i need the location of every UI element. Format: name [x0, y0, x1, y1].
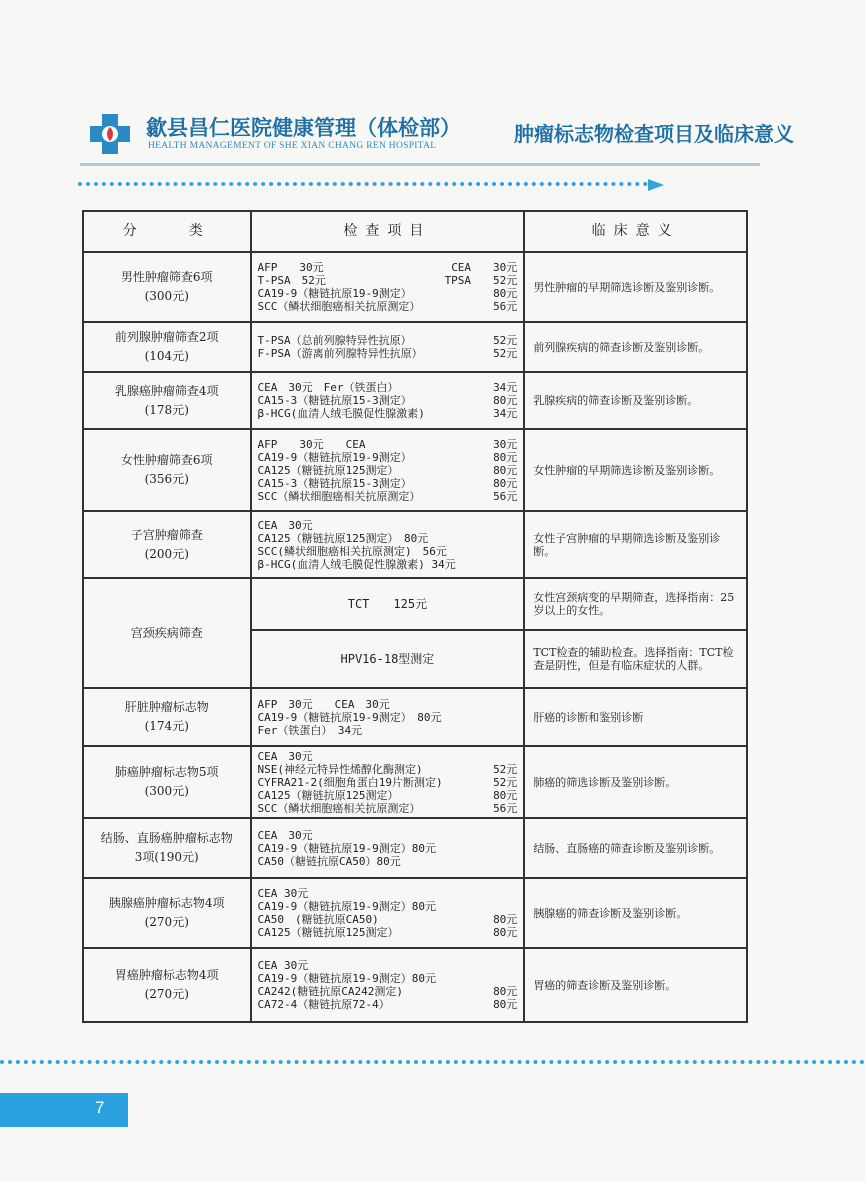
item-name: CA15-3（糖链抗原15-3测定）: [257, 394, 412, 407]
header-meaning: 临床意义: [524, 211, 747, 252]
row-category: [83, 746, 251, 818]
item-line: [258, 381, 518, 394]
item-name: CEA 30元 Fer（铁蛋白）: [257, 381, 399, 394]
item-line: [258, 789, 518, 802]
category-name: 男性肿瘤筛查6项: [120, 270, 213, 284]
item-name: CA19-9（糖链抗原19-9测定）: [257, 287, 412, 300]
item-name: CA19-9（糖链抗原19-9测定）80元: [257, 841, 436, 855]
item-name: T-PSA（总前列腺特异性抗原）: [257, 334, 412, 347]
item-name: CA19-9（糖链抗原19-9测定）80元: [257, 900, 436, 913]
row-meaning: 前列腺疾病的筛查诊断及鉴别诊断。: [524, 322, 747, 372]
item-line: [258, 287, 518, 300]
table-row: [83, 578, 747, 630]
item-line: [258, 887, 518, 900]
row-items: [251, 878, 525, 948]
item-price: 80元: [493, 985, 518, 998]
item-name: AFP 30元: [257, 261, 324, 274]
item-name: CA125（糖链抗原125测定）: [257, 463, 399, 477]
item-price: TPSA 52元: [444, 274, 518, 287]
page-tab: [0, 1093, 128, 1127]
category-name: 女性肿瘤筛查6项: [120, 453, 213, 467]
item-line: [258, 842, 518, 855]
item-line: [258, 750, 518, 763]
item-line: [258, 274, 518, 287]
category-price: (300元): [144, 289, 189, 303]
item-line: [258, 477, 518, 490]
category-price: (300元): [144, 784, 189, 798]
table-row: [83, 948, 747, 1022]
item-price: 52元: [493, 775, 518, 789]
item-line: [258, 300, 518, 313]
item-name: NSE(神经元特异性烯醇化酶测定): [257, 762, 423, 776]
item-name: T-PSA 52元: [257, 274, 326, 287]
item-name: AFP 30元 CEA: [257, 437, 366, 451]
item-line: [258, 394, 518, 407]
table-row: [83, 878, 747, 948]
item-name: CEA 30元: [257, 887, 309, 900]
item-price: 80元: [493, 394, 518, 407]
item-line: [258, 776, 518, 789]
item-name: CA242(糖链抗原CA242测定): [257, 985, 403, 998]
item-line: [258, 985, 518, 998]
item-price: 56元: [493, 300, 518, 313]
item-line: [258, 451, 518, 464]
item-line: [258, 545, 518, 558]
category-name: 子宫肿瘤筛查: [130, 527, 203, 542]
header-category: 分 类: [83, 211, 251, 252]
item-name: CA50（糖链抗原CA50）80元: [257, 854, 401, 868]
item-price: 52元: [493, 347, 518, 360]
item-line: TCT 125元: [347, 596, 428, 611]
item-price: CEA 30元: [451, 261, 518, 274]
item-name: CEA 30元: [257, 828, 313, 842]
row-items: [251, 818, 525, 878]
row-category: [83, 688, 251, 746]
row-meaning: 男性肿瘤的早期筛选诊断及鉴别诊断。: [524, 252, 747, 322]
item-name: CA19-9（糖链抗原19-9测定） 80元: [257, 710, 442, 724]
item-name: CA19-9（糖链抗原19-9测定）80元: [257, 972, 436, 985]
item-line: [258, 724, 518, 737]
item-price: 56元: [493, 489, 518, 503]
item-price: 34元: [493, 381, 518, 394]
row-meaning: 女性宫颈病变的早期筛查，选择指南：25岁以上的女性。: [524, 578, 747, 630]
category-price: (104元): [144, 349, 189, 363]
item-line: [258, 698, 518, 711]
page-number: 7: [95, 1098, 105, 1117]
item-price: 80元: [493, 463, 518, 477]
category-name: 宫颈疾病筛查: [130, 625, 203, 640]
row-meaning: 肺癌的筛选诊断及鉴别诊断。: [524, 746, 747, 818]
item-price: 80元: [493, 998, 518, 1011]
row-items: [251, 578, 525, 630]
item-line: [258, 763, 518, 776]
item-name: β-HCG(血清人绒毛膜促性腺激素): [257, 407, 425, 420]
row-items: [251, 511, 525, 578]
table-row: [83, 322, 747, 372]
row-items: [251, 252, 525, 322]
item-line: [258, 334, 518, 347]
category-name: 前列腺肿瘤筛查2项: [114, 330, 219, 344]
arrow-right-icon: [648, 179, 664, 191]
document-title: 肿瘤标志物检查项目及临床意义: [514, 122, 794, 146]
item-name: SCC（鳞状细胞癌相关抗原测定）: [257, 801, 421, 815]
row-category: [83, 429, 251, 511]
item-price: 52元: [493, 334, 518, 347]
item-name: AFP 30元 CEA 30元: [257, 697, 390, 711]
row-category: [83, 511, 251, 578]
item-line: [258, 900, 518, 913]
item-price: 30元: [493, 437, 518, 451]
item-price: 80元: [493, 476, 518, 490]
item-line: [258, 855, 518, 868]
item-line: [258, 519, 518, 532]
category-price: (200元): [144, 546, 189, 561]
org-name-en: HEALTH MANAGEMENT OF SHE XIAN CHANG REN HOSPITAL: [148, 141, 437, 151]
item-name: Fer（铁蛋白） 34元: [257, 723, 363, 737]
item-line: [258, 532, 518, 545]
item-line: [258, 464, 518, 477]
category-name: 乳腺癌肿瘤筛查4项: [114, 383, 219, 398]
item-line: [258, 261, 518, 274]
item-name: CA19-9（糖链抗原19-9测定）: [257, 450, 412, 464]
item-line: [258, 407, 518, 420]
item-line: [258, 926, 518, 939]
category-price: (178元): [144, 402, 189, 417]
item-line: [258, 913, 518, 926]
item-name: CEA 30元: [257, 959, 309, 972]
row-items: [251, 322, 525, 372]
item-line: [258, 802, 518, 815]
category-price: (270元): [144, 987, 189, 1001]
item-price: 52元: [493, 762, 518, 776]
tumor-marker-table: [82, 210, 748, 1023]
item-line: [258, 711, 518, 724]
row-category: [83, 878, 251, 948]
row-items: [251, 630, 525, 688]
item-line: [258, 490, 518, 503]
category-price: (174元): [144, 719, 189, 733]
row-category: [83, 372, 251, 429]
table-row: [83, 688, 747, 746]
item-line: [258, 558, 518, 571]
item-name: F-PSA（游离前列腺特异性抗原）: [257, 347, 423, 360]
category-name: 结肠、直肠癌肿瘤标志物: [100, 831, 233, 845]
item-line: [258, 438, 518, 451]
item-line: HPV16-18型测定: [340, 651, 435, 666]
org-name-zh: 歙县昌仁医院健康管理（体检部）: [146, 116, 461, 140]
item-price: 80元: [493, 926, 518, 939]
item-name: CA72-4（糖链抗原72-4）: [257, 998, 390, 1011]
row-category: [83, 578, 251, 688]
table-row: [83, 818, 747, 878]
row-category: [83, 818, 251, 878]
item-line: [258, 972, 518, 985]
row-meaning: 胃癌的筛查诊断及鉴别诊断。: [524, 948, 747, 1022]
category-name: 肺癌肿瘤标志物5项: [114, 765, 219, 779]
item-name: CEA 30元: [257, 518, 313, 532]
row-meaning: TCT检查的辅助检查。选择指南：TCT检查是阴性，但是有临床症状的人群。: [524, 630, 747, 688]
category-name: 胰腺癌肿瘤标志物4项: [108, 896, 225, 910]
row-meaning: 女性肿瘤的早期筛选诊断及鉴别诊断。: [524, 429, 747, 511]
category-price: 3项(190元): [134, 850, 199, 864]
row-items: [251, 948, 525, 1022]
item-line: [258, 347, 518, 360]
row-meaning: 胰腺癌的筛查诊断及鉴别诊断。: [524, 878, 747, 948]
table-row: [83, 372, 747, 429]
row-items: [251, 429, 525, 511]
row-category: [83, 252, 251, 322]
item-name: CA125（糖链抗原125测定） 80元: [257, 531, 429, 545]
item-name: CA50 (糖链抗原CA50): [257, 913, 379, 926]
item-line: [258, 829, 518, 842]
table-header-row: [83, 211, 747, 252]
item-name: SCC（鳞状细胞癌相关抗原测定）: [257, 489, 421, 503]
row-items: [251, 746, 525, 818]
table-row: [83, 252, 747, 322]
table-row: [83, 511, 747, 578]
category-price: (356元): [144, 472, 189, 486]
item-name: CYFRA21-2(细胞角蛋白19片断测定): [257, 775, 443, 789]
item-name: SCC（鳞状细胞癌相关抗原测定）: [257, 300, 421, 313]
item-price: 80元: [493, 287, 518, 300]
item-price: 34元: [493, 407, 518, 420]
item-name: CA125（糖链抗原125测定）: [257, 788, 399, 802]
dotted-divider-bottom: [0, 1060, 865, 1064]
item-line: [258, 998, 518, 1011]
row-category: [83, 322, 251, 372]
item-name: CA15-3（糖链抗原15-3测定）: [257, 476, 412, 490]
header-items: 检查项目: [251, 211, 525, 252]
table-row: [83, 746, 747, 818]
item-name: CEA 30元: [257, 749, 313, 763]
row-items: [251, 688, 525, 746]
hospital-cross-logo-icon: [88, 112, 132, 156]
item-price: 56元: [493, 801, 518, 815]
item-name: CA125（糖链抗原125测定）: [257, 926, 399, 939]
item-name: SCC(鳞状细胞癌相关抗原测定) 56元: [257, 544, 447, 558]
category-name: 胃癌肿瘤标志物4项: [114, 968, 219, 982]
row-meaning: 女性子宫肿瘤的早期筛选诊断及鉴别诊断。: [524, 511, 747, 578]
item-price: 80元: [493, 450, 518, 464]
row-category: [83, 948, 251, 1022]
row-meaning: 肝癌的诊断和鉴别诊断: [524, 688, 747, 746]
category-name: 肝脏肿瘤标志物: [124, 700, 209, 714]
table-row: [83, 429, 747, 511]
row-meaning: 结肠、直肠癌的筛查诊断及鉴别诊断。: [524, 818, 747, 878]
item-line: [258, 959, 518, 972]
page-header: [88, 108, 794, 158]
header-divider: [80, 163, 760, 166]
item-price: 80元: [493, 913, 518, 926]
item-name: β-HCG(血清人绒毛膜促性腺激素) 34元: [257, 557, 456, 571]
dotted-divider-top: [78, 182, 648, 186]
row-meaning: 乳腺疾病的筛查诊断及鉴别诊断。: [524, 372, 747, 429]
row-items: [251, 372, 525, 429]
category-price: (270元): [144, 915, 189, 929]
item-price: 80元: [493, 788, 518, 802]
